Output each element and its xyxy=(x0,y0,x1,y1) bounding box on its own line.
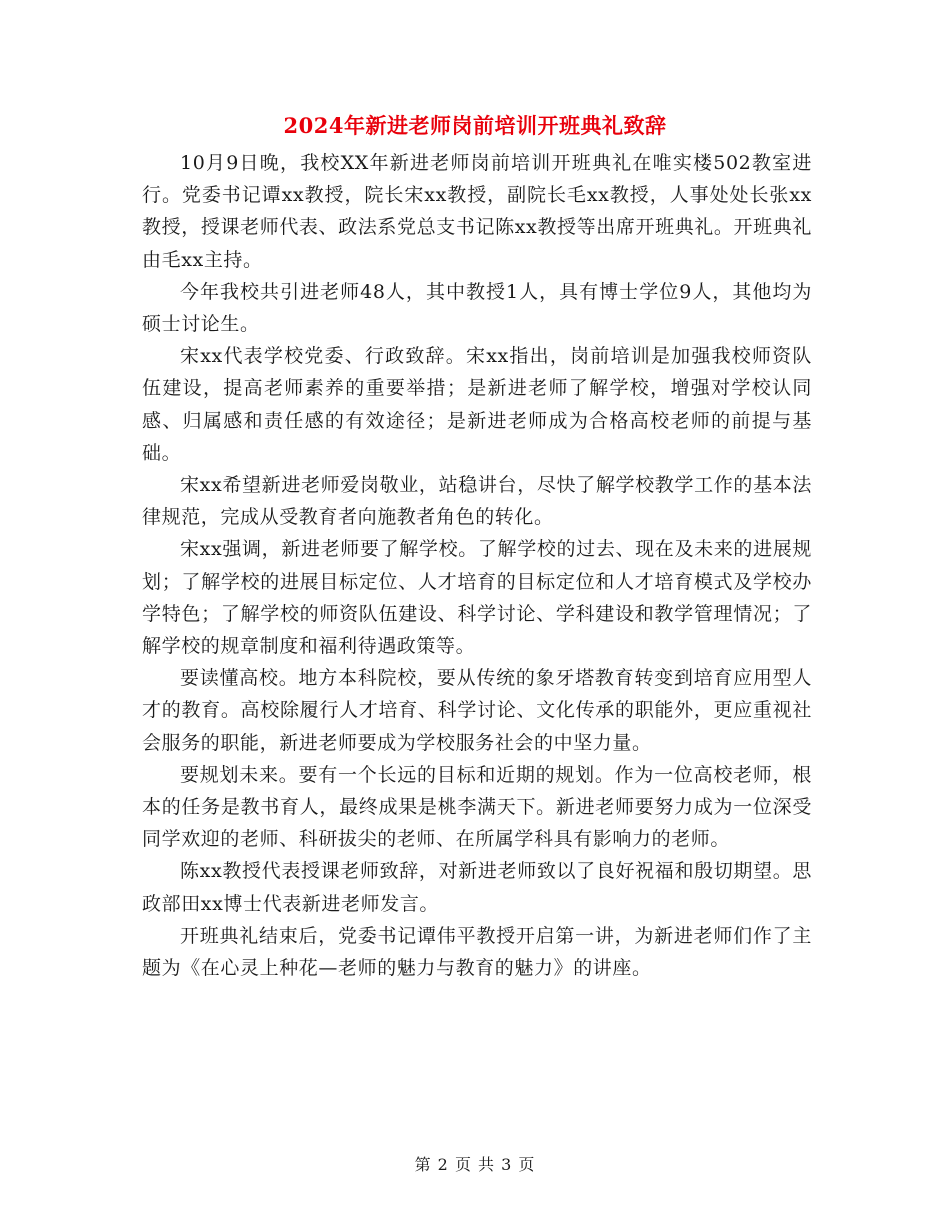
paragraph-4: 宋xx希望新进老师爱岗敬业，站稳讲台，尽快了解学校教学工作的基本法律规范，完成从受教育者向施教者角色的转化。 xyxy=(142,474,812,529)
paragraph-3: 宋xx代表学校党委、行政致辞。宋xx指出，岗前培训是加强我校师资队伍建设，提高老师素养的重要举措；是新进老师了解学校，增强对学校认同感、归属感和责任感的有效途径；是新进老师成为合格高校老师的前提与基础。 xyxy=(142,345,812,464)
paragraph-5: 宋xx强调，新进老师要了解学校。了解学校的过去、现在及未来的进展规划；了解学校的进展目标定位、人才培育的目标定位和人才培育模式及学校办学特色；了解学校的师资队伍建设、科学讨论、学科建设和教学管理情况；了解学校的规章制度和福利待遇政策等。 xyxy=(142,538,812,658)
page-footer: 第 2 页 共 3 页 xyxy=(414,1155,536,1174)
paragraph-9: 开班典礼结束后，党委书记谭伟平教授开启第一讲，为新进老师们作了主题为《在心灵上种花—老师的魅力与教育的魅力》的讲座。 xyxy=(142,924,812,980)
paragraph-1: 10月9日晚，我校XX年新进老师岗前培训开班典礼在唯实楼502教室进行。党委书记谭xx教授，院长宋xx教授，副院长毛xx教授，人事处处长张xx教授，授课老师代表、政法系党总支书记陈xx教授等出席开班典礼。开班典礼由毛xx主持。 xyxy=(142,152,812,271)
paragraph-2: 今年我校共引进老师48人，其中教授1人，具有博士学位9人，其他均为硕士讨论生。 xyxy=(142,280,812,336)
paragraph-7: 要规划未来。要有一个长远的目标和近期的规划。作为一位高校老师，根本的任务是教书育人，最终成果是桃李满天下。新进老师要努力成为一位深受同学欢迎的老师、科研拔尖的老师、在所属学科具有影响力的老师。 xyxy=(142,763,812,851)
page-title: 2024年新进老师岗前培训开班典礼致辞 xyxy=(283,113,667,138)
document-body xyxy=(142,147,812,984)
paragraph-6: 要读懂高校。地方本科院校，要从传统的象牙塔教育转变到培育应用型人才的教育。高校除履行人才培育、科学讨论、文化传承的职能外，更应重视社会服务的职能，新进老师要成为学校服务社会的中坚力量。 xyxy=(142,667,812,754)
paragraph-8: 陈xx教授代表授课老师致辞，对新进老师致以了良好祝福和殷切期望。思政部田xx博士代表新进老师发言。 xyxy=(142,860,812,915)
